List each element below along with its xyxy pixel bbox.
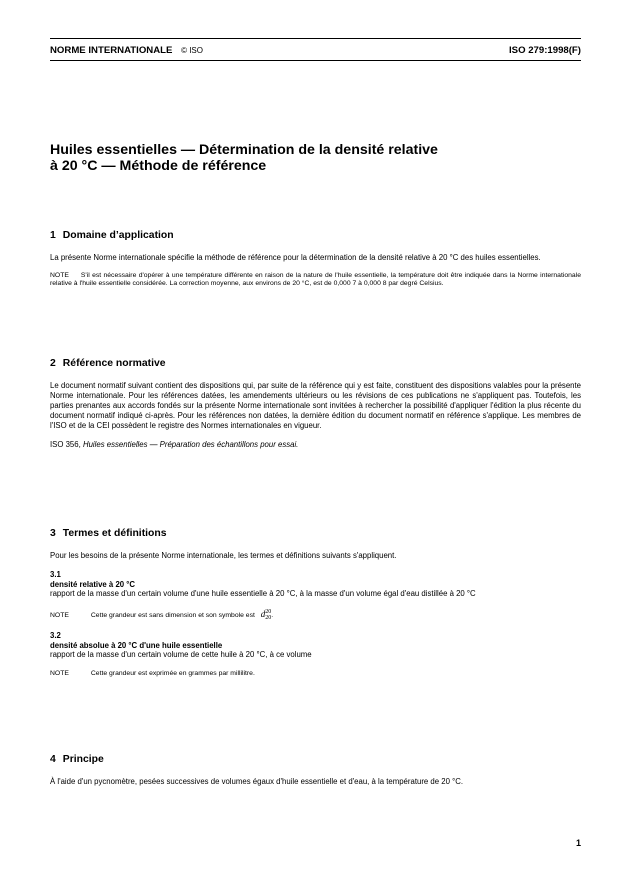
reference-code: ISO 356, — [50, 440, 81, 449]
term-3-1-note: NOTE Cette grandeur est sans dimension et son symbole est d20 20. — [50, 609, 274, 621]
section-2-heading — [50, 358, 581, 369]
page-header — [50, 38, 581, 61]
section-4 — [50, 754, 581, 787]
section-1-note — [50, 272, 581, 288]
section-3-title: Termes et définitions — [62, 528, 167, 539]
section-1-title: Domaine d’application — [62, 230, 174, 241]
section-4-body: À l'aide d'un pycnomètre, pesées successives de volumes égaux d'huile essentielle et d'eau, à la température de 20 °C. — [50, 777, 464, 786]
title-line-1: Huiles essentielles — Détermination de la densité relative — [50, 142, 438, 158]
normative-reference — [50, 440, 581, 450]
page-number: 1 — [575, 838, 581, 848]
section-2 — [50, 358, 581, 450]
term-3-2 — [50, 631, 581, 678]
term-3-1-definition: rapport de la masse d'un certain volume d'une huile essentielle à 20 °C, à la masse d'un volume égal d'eau distillée à 20 °C — [50, 589, 476, 598]
term-3-1 — [50, 570, 581, 621]
note-label: NOTE — [50, 670, 69, 677]
section-1 — [50, 230, 581, 288]
section-3-heading — [50, 528, 581, 539]
title-line-2: à 20 °C — Méthode de référence — [50, 158, 267, 174]
section-1-heading — [50, 230, 581, 241]
term-3-1-term: densité relative à 20 °C — [50, 579, 136, 589]
term-3-2-term: densité absolue à 20 °C d'une huile essentielle — [50, 640, 223, 650]
header-standard-type: NORME INTERNATIONALE — [50, 45, 173, 56]
note-label: NOTE — [50, 272, 69, 279]
section-1-number: 1 — [50, 230, 56, 241]
document-page — [50, 38, 581, 848]
section-1-body: La présente Norme internationale spécifie la méthode de référence pour la détermination de la densité relative à 20 °C des huiles essentielles. — [50, 253, 541, 262]
section-2-number: 2 — [50, 358, 56, 369]
section-3-number: 3 — [50, 528, 56, 539]
note-text: Cette grandeur est exprimée en grammes par millilitre. — [90, 670, 255, 677]
header-standard-number: ISO 279:1998(F) — [509, 45, 581, 56]
note-text: S'il est nécessaire d'opérer à une température différente en raison de la nature de l'huile essentielle, la température doit être indiquée dans la Norme internationale relative à l'huile essentielle considérée. La correction moyenne, aux environs de 20 °C, est de 0,000 7 à 0,000 8 par degré Celsius. — [50, 272, 581, 288]
header-copyright: © ISO — [181, 46, 203, 55]
reference-title: Huiles essentielles — Préparation des échantillons pour essai. — [82, 440, 299, 449]
term-3-2-note — [50, 670, 581, 678]
term-3-2-number: 3.2 — [50, 631, 61, 640]
section-4-title: Principe — [62, 754, 104, 765]
section-2-title: Référence normative — [62, 358, 166, 369]
document-title — [50, 142, 438, 174]
term-3-1-number: 3.1 — [50, 570, 61, 579]
symbol-d-20-20: d20 20 — [260, 609, 272, 621]
section-4-number: 4 — [50, 754, 56, 765]
section-4-heading — [50, 754, 581, 765]
section-3-body: Pour les besoins de la présente Norme internationale, les termes et définitions suivants s'appliquent. — [50, 551, 397, 560]
note-text: Cette grandeur est sans dimension et son symbole est — [90, 612, 255, 620]
section-3 — [50, 528, 581, 678]
note-label: NOTE — [50, 612, 69, 620]
section-2-body: Le document normatif suivant contient des dispositions qui, par suite de la référence qui y est faite, constituent des dispositions valables pour la présente Norme internationale. Pour les références datées, les amendements ultérieurs ou les révisions de ces publications ne s'appliquent pas. Toutefois, les parties prenantes aux accords fondés sur la présente Norme internationale sont invitées à rechercher la possibilité d'appliquer l'édition la plus récente du document normatif indiqué ci-après. Pour les références non datées, la dernière édition du document normatif en référence s'applique. Les membres de l'ISO et de la CEI possèdent le registre des Normes internationales en vigueur. — [50, 381, 581, 430]
term-3-2-definition: rapport de la masse d'un certain volume de cette huile à 20 °C, à ce volume — [50, 650, 312, 659]
